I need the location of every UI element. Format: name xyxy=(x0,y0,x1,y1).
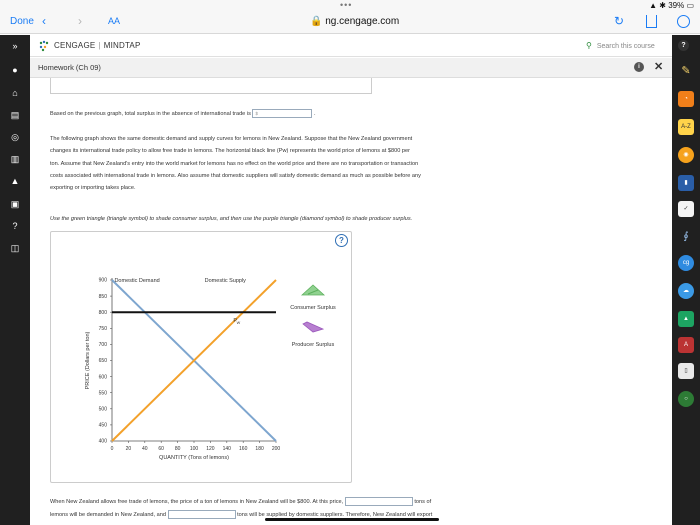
reader-icon[interactable]: ◫ xyxy=(10,243,20,253)
graph-instruction: Use the green triangle (triangle symbol) to shade consumer surplus, and then use the purple triangle (diamond symbol) to shade producer surplus. xyxy=(50,216,413,222)
y-tick-label: 900 xyxy=(98,277,107,284)
y-tick-label: 450 xyxy=(98,422,107,429)
consumer-surplus-triangle-tool[interactable] xyxy=(302,285,324,295)
close-button[interactable]: ✕ xyxy=(654,61,664,73)
app-header xyxy=(30,35,686,57)
y-tick-label: 650 xyxy=(98,358,107,365)
x-tick-label: 180 xyxy=(255,446,264,452)
question-intro: The following graph shows the same domestic demand and supply curves for lemons in New Zealand. Suppose that the New Zealand government changes its international trade policy to allow free trade in lemons. The horizontal black line (Pw) represents the world price of lemons at $800 per ton. Assume that New Zealand's entry into the world market for lemons has no effect on the world price and there are no transportation or transaction costs associated with international trade in lemons. Also assume that domestic suppliers will satisfy domestic demand as much as possible before any exporting or importing takes place. xyxy=(50,136,421,192)
bookmark-apps-strip xyxy=(672,35,700,525)
book-app-icon[interactable]: ▮ xyxy=(678,175,694,191)
y-tick-label: 600 xyxy=(98,374,107,381)
reload-button[interactable]: ↻ xyxy=(614,14,625,28)
back-button[interactable]: ‹ xyxy=(42,14,46,28)
x-tick-label: 80 xyxy=(174,446,181,452)
consumer-surplus-label: Consumer Surplus xyxy=(290,305,336,311)
quantity-demanded-input[interactable] xyxy=(345,497,413,506)
x-tick-label: 0 xyxy=(110,446,114,452)
lock-icon: 🔒 xyxy=(310,16,323,27)
pencil-app-icon[interactable]: ✎ xyxy=(681,65,691,77)
question-content xyxy=(30,78,672,525)
help-button[interactable]: ? xyxy=(678,40,689,51)
quantity-supplied-input[interactable] xyxy=(168,510,236,519)
x-tick-label: 60 xyxy=(158,446,164,452)
graph-panel xyxy=(50,231,352,483)
compass-nav-icon[interactable]: ◎ xyxy=(11,132,19,142)
homework-title: Homework (Ch 09) xyxy=(38,63,101,72)
phone-app-icon[interactable]: ▯ xyxy=(678,363,694,379)
surplus-question: Based on the previous graph, total surplus in the absence of international trade is $ . xyxy=(50,111,316,117)
supply-demand-chart[interactable] xyxy=(51,232,351,482)
compass-icon[interactable] xyxy=(677,15,690,28)
x-tick-label: 160 xyxy=(239,446,248,452)
address-bar[interactable] xyxy=(310,16,399,27)
x-tick-label: 200 xyxy=(271,446,281,452)
demand-label: Domestic Demand xyxy=(114,278,160,284)
expand-icon[interactable]: » xyxy=(12,41,18,51)
done-button[interactable]: Done xyxy=(10,16,34,27)
ai-app-icon[interactable]: A xyxy=(678,337,694,353)
free-trade-question: When New Zealand allows free trade of lemons, the price of a ton of lemons in New Zealand will be $800. At this price, tons of lemons will be demanded in New Zealand, and tons will be supplied by domestic suppliers. Therefore, New Zealand will export xyxy=(50,499,433,518)
url-text: ng.cengage.com xyxy=(325,16,400,27)
x-tick-label: 140 xyxy=(222,446,231,452)
graph-help-button[interactable]: ? xyxy=(335,234,348,247)
cengage-logo-icon xyxy=(38,40,50,52)
forward-button[interactable]: › xyxy=(78,14,82,28)
x-tick-label: 100 xyxy=(189,446,199,452)
world-price-label: P xyxy=(233,318,238,325)
y-tick-label: 800 xyxy=(98,309,107,316)
brand-logo: CENGAGE | MINDTAP xyxy=(54,41,141,50)
coin-app-icon[interactable]: ◉ xyxy=(678,147,694,163)
cloud-app-icon[interactable]: ☁ xyxy=(678,283,694,299)
world-price-subscript: W xyxy=(236,321,241,326)
producer-surplus-label: Producer Surplus xyxy=(291,342,335,348)
x-axis-label: QUANTITY (Tons of lemons) xyxy=(159,455,229,461)
az-app-icon[interactable]: A‑Z xyxy=(678,119,694,135)
browser-toolbar xyxy=(0,12,700,34)
circle-app-icon[interactable]: ○ xyxy=(678,391,694,407)
notes-icon[interactable]: ▤ xyxy=(10,110,20,120)
note-app-icon[interactable]: ✓ xyxy=(678,201,694,217)
y-axis-label: PRICE (Dollars per ton) xyxy=(85,331,91,390)
battery-indicator: ▲ ✱ 39% ▭ xyxy=(649,1,694,10)
share-icon[interactable] xyxy=(646,15,657,28)
previous-answer-box xyxy=(50,78,372,94)
drive-app-icon[interactable]: ▲ xyxy=(678,311,694,327)
help-icon[interactable]: ? xyxy=(12,221,18,231)
text-size-button[interactable]: AA xyxy=(108,16,121,26)
y-tick-label: 700 xyxy=(98,342,107,349)
cengage-app-icon[interactable]: cg xyxy=(678,255,694,271)
status-bar xyxy=(0,0,700,12)
supply-label: Domestic Supply xyxy=(204,278,246,284)
y-tick-label: 850 xyxy=(98,293,107,300)
total-surplus-input[interactable]: $ xyxy=(252,109,312,118)
course-search[interactable]: ⚲ Search this course xyxy=(586,41,655,50)
user-icon[interactable]: ● xyxy=(12,65,18,75)
briefcase-icon[interactable]: ▣ xyxy=(10,199,20,209)
y-tick-label: 500 xyxy=(98,406,107,413)
graduation-cap-icon[interactable]: ▲ xyxy=(10,176,20,186)
home-icon[interactable]: ⌂ xyxy=(12,88,18,98)
y-tick-label: 750 xyxy=(98,326,107,332)
y-tick-label: 400 xyxy=(98,438,107,445)
y-tick-label: 550 xyxy=(98,390,107,397)
home-indicator xyxy=(265,518,439,521)
info-icon[interactable]: i xyxy=(634,62,644,72)
rss-app-icon[interactable]: ◔ xyxy=(678,91,694,107)
multitask-dots: ••• xyxy=(340,0,353,10)
math-app-icon[interactable]: ∮ xyxy=(683,231,689,242)
producer-surplus-diamond-tool[interactable] xyxy=(303,322,323,332)
course-sidebar xyxy=(0,35,30,525)
homework-header xyxy=(30,58,672,78)
search-icon: ⚲ xyxy=(586,41,592,50)
x-tick-label: 20 xyxy=(125,446,132,452)
x-tick-label: 120 xyxy=(206,446,215,452)
x-tick-label: 40 xyxy=(142,446,148,452)
book-icon[interactable]: ▥ xyxy=(10,154,20,164)
